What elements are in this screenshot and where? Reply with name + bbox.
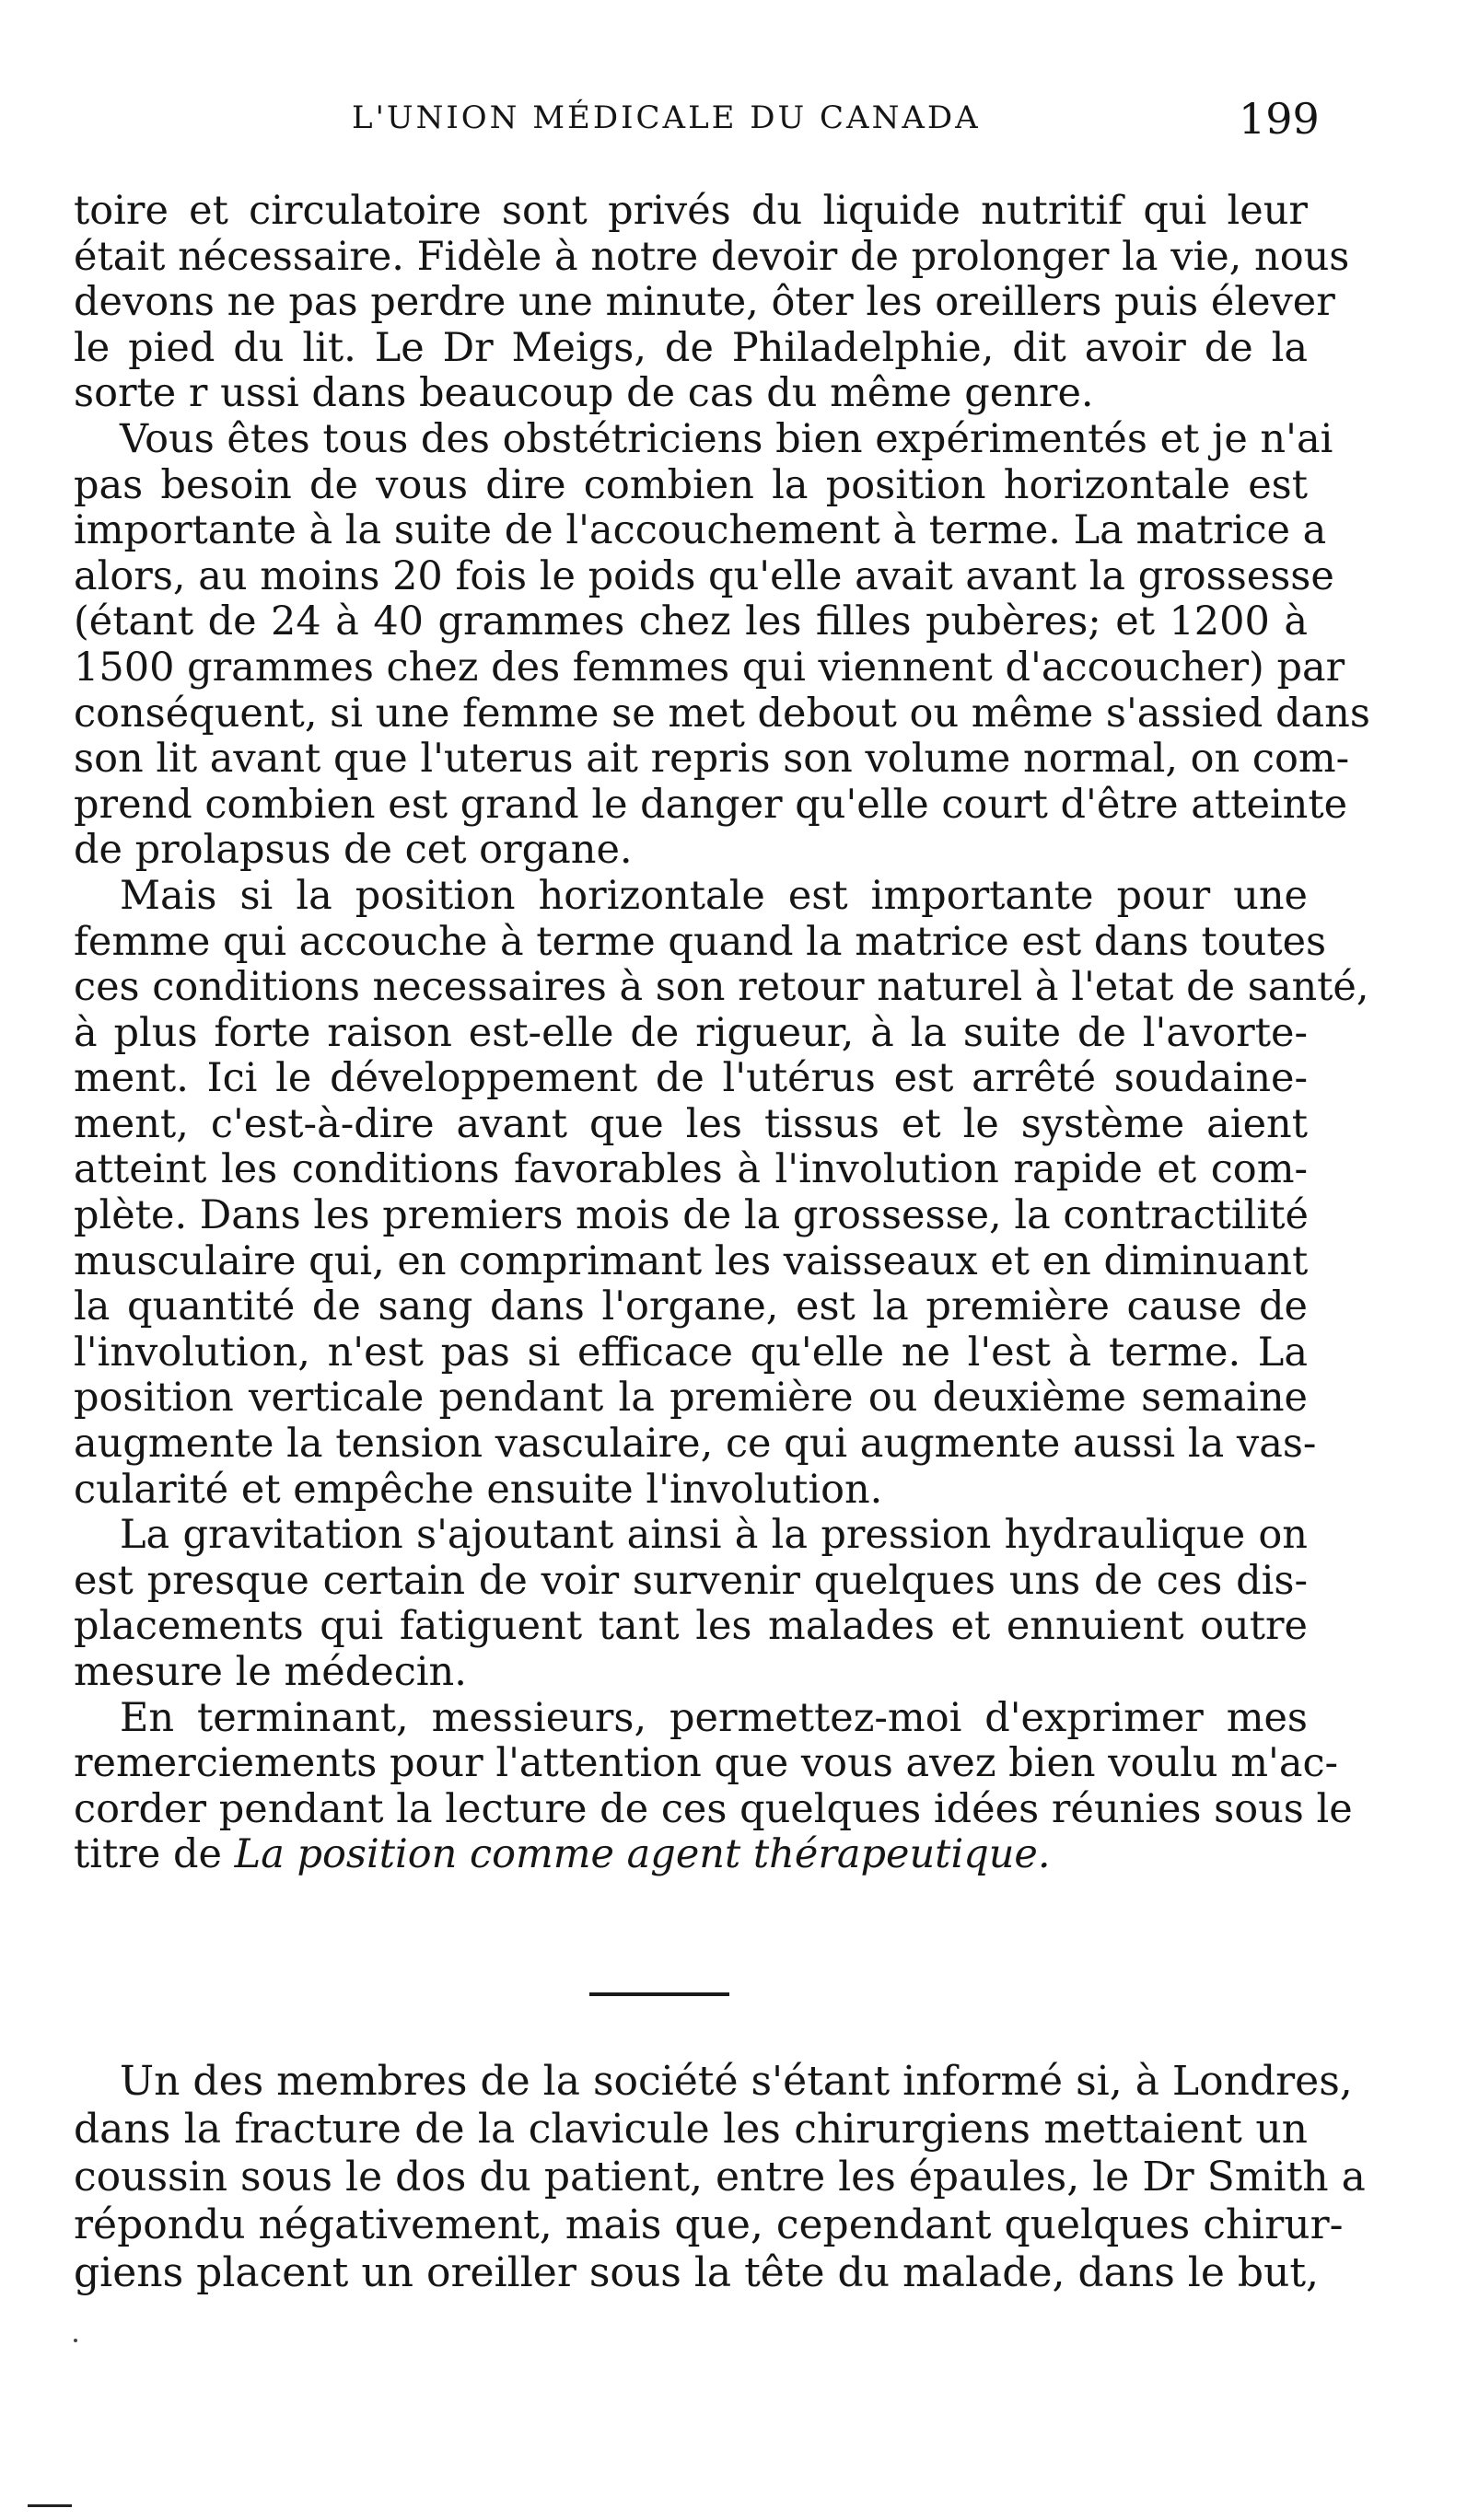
page-number: 199 <box>1239 94 1320 144</box>
paragraph-start-line: Mais si la position horizontale est importante pour une <box>120 872 1308 919</box>
text-line: cularité et empêche ensuite l'involution. <box>74 1466 883 1513</box>
text-line: son lit avant que l'uterus ait repris son volume normal, on com- <box>74 736 1350 783</box>
text-line: alors, au moins 20 fois le poids qu'elle avait avant la grossesse <box>74 552 1334 599</box>
main-text <box>74 188 1370 1878</box>
text-line: prend combien est grand le danger qu'elle court d'être atteinte <box>74 781 1348 828</box>
text-line: (étant de 24 à 40 grammes chez les filles pubères; et 1200 à <box>74 598 1308 645</box>
text-line: répondu négativement, mais que, cependant quelques chirur- <box>74 2201 1344 2248</box>
text-line: mesure le médecin. <box>74 1649 467 1695</box>
text-line: femme qui accouche à terme quand la matrice est dans toutes <box>74 918 1327 965</box>
paragraph-start-line: Vous êtes tous des obstétriciens bien expérimentés et je n'ai <box>120 415 1333 462</box>
print-speck <box>74 2339 77 2342</box>
text-line: placements qui fatiguent tant les malades et ennuient outre <box>74 1603 1308 1650</box>
paragraph-start-line: La gravitation s'ajoutant ainsi à la pression hydraulique on <box>120 1512 1308 1559</box>
text-line: le pied du lit. Le Dr Meigs, de Philadelphie, dit avoir de la <box>74 324 1308 371</box>
text-line: dans la fracture de la clavicule les chirurgiens mettaient un <box>74 2106 1308 2153</box>
second-section <box>74 2058 1366 2297</box>
text-line: conséquent, si une femme se met debout ou même s'assied dans <box>74 690 1370 737</box>
paragraph-start-line: Un des membres de la société s'étant informé si, à Londres, <box>120 2058 1353 2105</box>
text-line: toire et circulatoire sont privés du liquide nutritif qui leur <box>74 188 1308 234</box>
text-line: était nécessaire. Fidèle à notre devoir de prolonger la vie, nous <box>74 233 1350 280</box>
text-line: atteint les conditions favorables à l'involution rapide et com- <box>74 1146 1308 1193</box>
text-line: giens placent un oreiller sous la tête du malade, dans le but, <box>74 2249 1320 2296</box>
running-title: L'UNION MÉDICALE DU CANADA <box>352 99 981 136</box>
section-separator <box>589 1992 729 1996</box>
text-line: ces conditions necessaires à son retour naturel à l'etat de santé, <box>74 964 1369 1011</box>
text-line: sorte r ussi dans beaucoup de cas du même genre. <box>74 370 1094 417</box>
text-line: remerciements pour l'attention que vous avez bien voulu m'ac- <box>74 1740 1339 1787</box>
text-line: ment. Ici le développement de l'utérus est arrêté soudaine- <box>74 1055 1308 1102</box>
text-line: devons ne pas perdre une minute, ôter les oreillers puis élever <box>74 279 1335 326</box>
paragraph-start-line: En terminant, messieurs, permettez-moi d'exprimer mes <box>120 1694 1308 1741</box>
text-line: à plus forte raison est-elle de rigueur, à la suite de l'avorte- <box>74 1009 1308 1056</box>
text-line: ment, c'est-à-dire avant que les tissus et le système aient <box>74 1100 1308 1147</box>
text-line: est presque certain de voir survenir quelques uns de ces dis- <box>74 1557 1308 1604</box>
italic-title: La position comme agent thérapeutique. <box>234 1831 1051 1878</box>
text-line: l'involution, n'est pas si efficace qu'elle ne l'est à terme. La <box>74 1329 1308 1376</box>
edge-mark <box>28 2504 72 2507</box>
text-line: corder pendant la lecture de ces quelques idées réunies sous le <box>74 1785 1353 1832</box>
text-line <box>74 1832 1308 1878</box>
text-line: la quantité de sang dans l'organe, est la première cause de <box>74 1283 1308 1330</box>
text-line: augmente la tension vasculaire, ce qui augmente aussi la vas- <box>74 1421 1317 1468</box>
text-line: pas besoin de vous dire combien la position horizontale est <box>74 461 1308 508</box>
text-line: coussin sous le dos du patient, entre les épaules, le Dr Smith a <box>74 2154 1366 2201</box>
text-line-start: titre de <box>74 1831 222 1878</box>
text-line: position verticale pendant la première ou deuxième semaine <box>74 1375 1308 1422</box>
text-line: plète. Dans les premiers mois de la grossesse, la contractilité <box>74 1192 1309 1239</box>
running-head <box>0 94 1467 155</box>
text-line: 1500 grammes chez des femmes qui viennent d'accoucher) par <box>74 644 1345 691</box>
text-line: importante à la suite de l'accouchement à terme. La matrice a <box>74 507 1327 554</box>
text-line: de prolapsus de cet organe. <box>74 827 633 874</box>
text-line: musculaire qui, en comprimant les vaisseaux et en diminuant <box>74 1237 1309 1284</box>
